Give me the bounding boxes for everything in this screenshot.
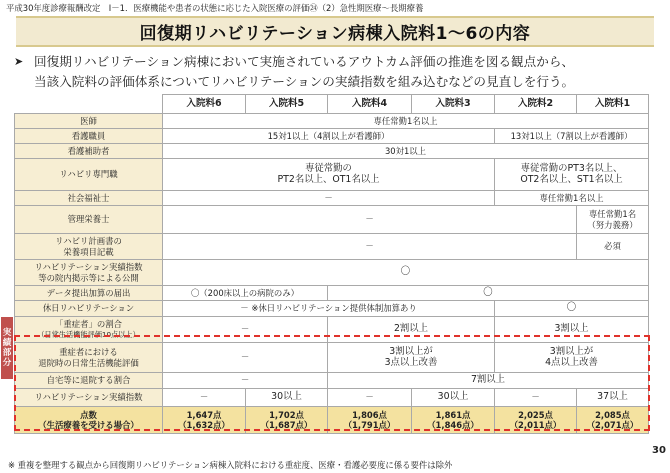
row-label-plan <box>15 234 163 260</box>
row-label-aide: 看護補助者 <box>15 144 163 159</box>
dietitian-value-1: － <box>163 206 577 234</box>
aide-value: 30対1以上 <box>163 144 649 159</box>
points-sub-5: （1,687点） <box>260 420 313 430</box>
points-sub-6: （1,632点） <box>178 420 230 430</box>
improve-v2-line-b: 3点以上改善 <box>384 356 438 368</box>
row-dietitian <box>15 206 649 234</box>
improve-v2-line-a: 3割以上が <box>389 346 433 357</box>
arrow-icon: ➤ <box>14 55 24 68</box>
fim-value-2: － <box>495 389 577 407</box>
row-improve <box>15 343 649 373</box>
performance-side-label <box>1 317 13 379</box>
rehab-staff-value-2 <box>495 159 649 191</box>
points-6: 1,647点 <box>186 409 222 420</box>
plan-label-line-a: リハビリ計画書の <box>55 236 122 246</box>
fim-value-4: － <box>328 389 412 407</box>
fim-value-6: － <box>163 389 246 407</box>
plan-value-2: 必須 <box>577 234 649 260</box>
severe-label-line-a: 「重症者」の割合 <box>55 319 122 329</box>
holiday-value-2: 〇 <box>495 301 649 317</box>
row-fim <box>15 389 649 407</box>
col-header-5: 入院料5 <box>246 95 328 114</box>
row-nurse <box>15 129 649 144</box>
row-label-fim: リハビリテーション実績指数 <box>15 389 163 407</box>
title-banner <box>16 16 654 47</box>
points-cell-6 <box>163 407 246 434</box>
holiday-value-1: － ※休日リハビリテーション提供体制加算あり <box>163 301 495 317</box>
improve-v3-line-b: 4点以上改善 <box>545 356 598 368</box>
footnote: ※ 重複を整理する観点から回復期リハビリテーション病棟入院料における重症度、医療・看護必要度に係る要件は除外 <box>8 460 453 470</box>
row-label-data-submit: データ提出加算の届出 <box>15 286 163 301</box>
col-header-2: 入院料2 <box>495 95 577 114</box>
row-label-severe <box>15 317 163 343</box>
dietitian-value-2 <box>577 206 649 234</box>
fee-table <box>14 94 649 434</box>
side-char-2: 績 <box>2 338 12 348</box>
data-submit-value-1: 〇（200床以上の病院のみ） <box>163 286 328 301</box>
improve-label-line-a: 重症者における <box>59 347 118 357</box>
points-cell-1 <box>577 407 649 434</box>
points-cell-2 <box>495 407 577 434</box>
fim-value-3: 30以上 <box>412 389 495 407</box>
side-char-3: 部 <box>2 348 12 358</box>
col-header-3: 入院料3 <box>412 95 495 114</box>
header-row <box>15 95 649 114</box>
page-title: 回復期リハビリテーション病棟入院料1～6の内容 <box>139 24 531 44</box>
intro-text <box>14 52 664 92</box>
severe-label-line-b: （日常生活機能評価10点以上） <box>37 329 140 339</box>
nurse-value-2: 13対1以上（7割以上が看護師） <box>495 129 649 144</box>
points-sub-2: （2,011点） <box>509 420 562 430</box>
row-label-home: 自宅等に退院する割合 <box>15 373 163 389</box>
fim-value-5: 30以上 <box>246 389 328 407</box>
plan-value-1: － <box>163 234 577 260</box>
slide-header: 平成30年度診療報酬改定 Ⅰ－1．医療機能や患者の状態に応じた入院医療の評価㉔（2）急性期医療～長期療養 <box>6 3 424 13</box>
improve-label-line-b: 退院時の日常生活機能評価 <box>38 357 139 368</box>
points-3: 1,861点 <box>435 409 471 420</box>
doctor-value: 専任常勤1名以上 <box>163 114 649 129</box>
row-points <box>15 407 649 434</box>
row-severe <box>15 317 649 343</box>
points-sub-1: （2,071点） <box>586 420 639 430</box>
col-header-6: 入院料6 <box>163 95 246 114</box>
row-aide <box>15 144 649 159</box>
points-label-line-a: 点数 <box>80 409 97 420</box>
side-char-4: 分 <box>2 358 12 368</box>
row-label-improve <box>15 343 163 373</box>
points-cell-4 <box>328 407 412 434</box>
row-disclosure <box>15 260 649 286</box>
improve-value-2 <box>328 343 495 373</box>
points-sub-4: （1,791点） <box>343 420 396 430</box>
intro-line-2: 当該入院料の評価体系についてリハビリテーションの実績指数を組み込むなどの見直しを行う。 <box>34 74 575 89</box>
corner-cell <box>15 95 163 114</box>
rehab-staff-value-1 <box>163 159 495 191</box>
social-value-2: 専任常勤1名以上 <box>495 191 649 206</box>
row-rehab-staff <box>15 159 649 191</box>
row-label-doctor: 医師 <box>15 114 163 129</box>
dietitian-v2-line-a: 専任常勤1名 <box>588 209 637 219</box>
rehab-staff-v2-line-b: OT2名以上、ST1名以上 <box>520 173 623 185</box>
col-header-4: 入院料4 <box>328 95 412 114</box>
row-plan <box>15 234 649 260</box>
rehab-staff-v1-line-a: 専従常勤の <box>305 163 352 174</box>
disclosure-label-line-b: 等の院内掲示等による公開 <box>38 272 139 283</box>
points-cell-3 <box>412 407 495 434</box>
intro-line-1: 回復期リハビリテーション病棟において実施されているアウトカム評価の推進を図る観点から、 <box>34 54 575 69</box>
severe-value-2: 2割以上 <box>328 317 495 343</box>
row-label-holiday: 休日リハビリテーション <box>15 301 163 317</box>
points-2: 2,025点 <box>518 409 553 420</box>
improve-value-1: － <box>163 343 328 373</box>
points-5: 1,702点 <box>269 409 304 420</box>
social-value-1: － <box>163 191 495 206</box>
nurse-value-1: 15対1以上（4割以上が看護師） <box>163 129 495 144</box>
dietitian-v2-line-b: （努力義務） <box>587 219 638 230</box>
row-label-disclosure <box>15 260 163 286</box>
col-header-1: 入院料1 <box>577 95 649 114</box>
points-1: 2,085点 <box>595 409 630 420</box>
points-label-line-b: （生活療養を受ける場合） <box>38 420 139 430</box>
points-sub-3: （1,846点） <box>427 420 479 430</box>
row-label-rehab-staff: リハビリ専門職 <box>15 159 163 191</box>
row-label-dietitian: 管理栄養士 <box>15 206 163 234</box>
row-doctor <box>15 114 649 129</box>
points-cell-5 <box>246 407 328 434</box>
row-label-social: 社会福祉士 <box>15 191 163 206</box>
severe-value-1: － <box>163 317 328 343</box>
row-label-nurse: 看護職員 <box>15 129 163 144</box>
rehab-staff-v1-line-b: PT2名以上、OT1名以上 <box>277 173 380 185</box>
points-4: 1,806点 <box>352 409 387 420</box>
plan-label-line-b: 栄養項目記載 <box>63 246 114 257</box>
data-submit-value-2: 〇 <box>328 286 649 301</box>
row-holiday <box>15 301 649 317</box>
disclosure-value: 〇 <box>163 260 649 286</box>
row-social <box>15 191 649 206</box>
disclosure-label-line-a: リハビリテーション実績指数 <box>34 262 143 272</box>
row-label-points <box>15 407 163 434</box>
row-data-submit <box>15 286 649 301</box>
home-value-1: － <box>163 373 328 389</box>
side-char-1: 実 <box>2 328 12 338</box>
improve-value-3 <box>495 343 649 373</box>
severe-value-3: 3割以上 <box>495 317 649 343</box>
improve-v3-line-a: 3割以上が <box>549 346 594 357</box>
rehab-staff-v2-line-a: 専従常勤のPT3名以上、 <box>520 163 623 174</box>
fim-value-1: 37以上 <box>577 389 649 407</box>
home-value-2: 7割以上 <box>328 373 649 389</box>
page-number: 30 <box>652 445 666 456</box>
row-home <box>15 373 649 389</box>
